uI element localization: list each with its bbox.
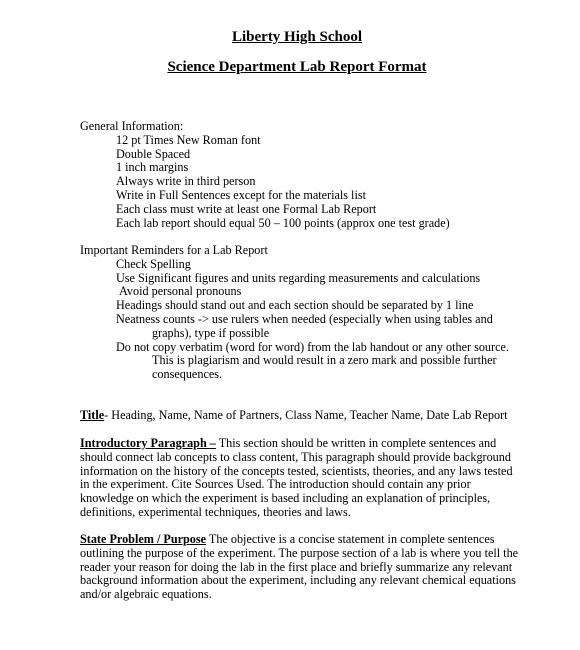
title-text: - Heading, Name, Name of Partners, Class Name, Teacher Name, Date Lab Report [104, 408, 508, 422]
purpose-text: The objective is a concise statement in complete sentences outlining the purpose of the experiment. The purpose section of a lab is where you tell the reader your reason for doing the lab in the first place and briefly summarize any relevant background information about the experiment, including any relevant chemical equations and/or algebraic equations. [80, 532, 519, 602]
introductory-paragraph-section [80, 437, 520, 520]
list-item: Neatness counts -> use rulers when needed (especially when using tables and graphs), type if possible [116, 311, 493, 340]
list-item: Use Significant figures and units regarding measurements and calculations [116, 270, 481, 285]
reminders-section [80, 244, 532, 382]
general-information-list [80, 134, 450, 231]
general-information-section [80, 120, 450, 230]
list-item: Do not copy verbatim (word for word) from the lab handout or any other source. This is plagiarism and would result in a zero mark and possible further consequences. [116, 339, 509, 382]
list-item: 12 pt Times New Roman font [116, 132, 261, 147]
list-item: Headings should stand out and each section should be separated by 1 line [116, 298, 474, 313]
introductory-paragraph-text: This section should be written in complete sentences and should connect lab concepts to class content, This paragraph should provide background information on the history of the concepts tested, scientists, theories, and any laws tested in the experiment. Cite Sources Used. The introduction should contain any prior knowledge on which the experiment is based including an explanation of principles, definitions, experimental techniques, theories and laws. [80, 436, 513, 519]
document-title: Science Department Lab Report Format [167, 59, 427, 75]
general-information-heading: General Information: [80, 119, 184, 133]
school-name: Liberty High School [231, 29, 362, 45]
list-item: Each lab report should equal 50 – 100 points (approx one test grade) [116, 215, 450, 230]
list-item: Check Spelling [116, 256, 191, 271]
introductory-paragraph-label: Introductory Paragraph – [80, 436, 216, 450]
list-item: Avoid personal pronouns [119, 284, 242, 299]
reminders-heading: Important Reminders for a Lab Report [80, 243, 268, 257]
list-item: 1 inch margins [116, 160, 189, 175]
purpose-section [80, 533, 520, 602]
list-item: Write in Full Sentences except for the materials list [116, 187, 366, 202]
list-item: Always write in third person [116, 174, 256, 189]
title-label: Title [80, 408, 105, 422]
list-item: Each class must write at least one Formal Lab Report [116, 201, 377, 216]
reminders-list [80, 258, 532, 382]
purpose-label: State Problem / Purpose [80, 532, 207, 546]
title-section [80, 409, 520, 423]
list-item: Double Spaced [116, 146, 191, 161]
